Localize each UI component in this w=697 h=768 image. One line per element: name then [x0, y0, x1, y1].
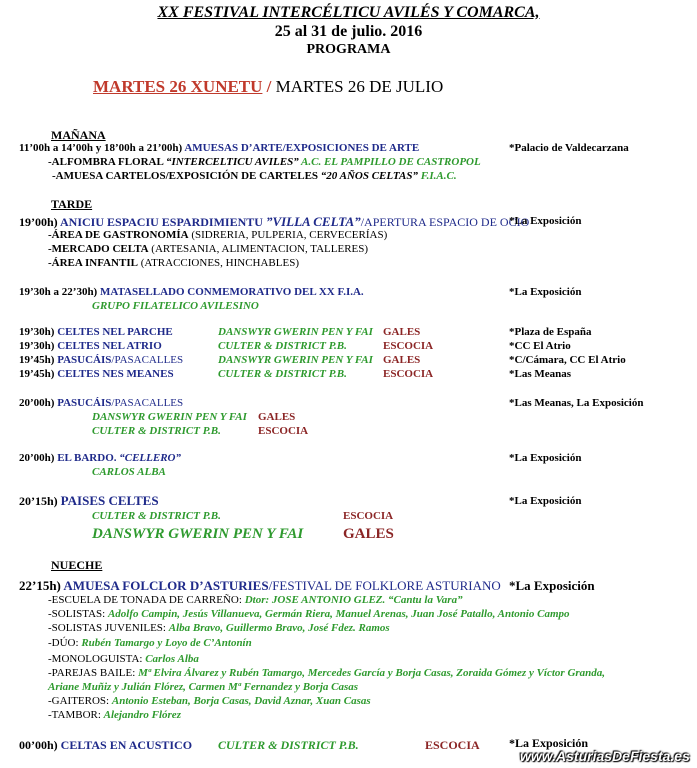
watermark: www.AsturiasDeFiesta.es	[520, 748, 690, 764]
folklore-row: 22’15h) AMUESA FOLCLOR D’ASTURIES/FESTIVAL DE FOLKLORE ASTURIANO	[19, 578, 501, 593]
acustico-row: 00’00h) CELTAS EN ACUSTICO	[19, 738, 193, 752]
day-heading	[93, 77, 443, 97]
bardo-row: 20’00h) EL BARDO. “CELLERO”	[19, 452, 181, 464]
event-place: *La Exposición	[509, 215, 582, 227]
manana-row-2	[48, 156, 481, 168]
festival-title: XX FESTIVAL INTERCÉLTICU AVILÉS Y COMARCA,	[157, 4, 540, 21]
event-title: AMUESAS D’ARTE/EXPOSICIONES DE ARTE	[184, 142, 420, 154]
event-title: MATASELLADO CONMEMORATIVO DEL XX F.I.A.	[99, 286, 364, 298]
event-place: *Plaza de España	[509, 326, 592, 338]
area-item: -MERCADO CELTA (ARTESANIA, ALIMENTACION, TALLERES)	[48, 243, 369, 255]
event-country: GALES	[258, 411, 296, 423]
event-quoted: “INTERCELTICU AVILES”	[165, 156, 299, 168]
event-subtitle: /APERTURA ESPACIO DE OCIO	[360, 215, 530, 229]
event-group: F.I.A.C.	[417, 170, 457, 182]
tarde-heading: TARDE	[51, 197, 93, 211]
area-item: -ÁREA INFANTIL (ATRACCIONES, HINCHABLES)	[48, 257, 299, 269]
event-place: *La Exposición	[509, 452, 582, 464]
paises-row: 20’15h) PAISES CELTES	[19, 493, 159, 508]
event-label: -ALFOMBRA FLORAL	[48, 156, 166, 168]
folk-item: Ariane Muñiz y Julián Flórez, Carmen Mª Fernandez y Borja Casas	[48, 681, 359, 693]
event-group: CULTER & DISTRICT P.B.	[218, 368, 347, 380]
event-group: DANSWYR GWERIN PEN Y FAI	[92, 411, 247, 423]
event-group: A.C. EL PAMPILLO DE CASTROPOL	[298, 156, 481, 168]
event-country: ESCOCIA	[258, 425, 309, 437]
performance-row: 19’45h) PASUCÁIS/PASACALLES	[19, 354, 184, 366]
event-country: ESCOCIA	[383, 340, 434, 352]
event-group: GRUPO FILATELICO AVILESINO	[92, 300, 259, 312]
folk-item: -DÚO: Rubén Tamargo y Loyo de C’Antonín	[48, 637, 252, 649]
event-time: 11’00h a 14’00h y 18’00h a 21’00h)	[19, 142, 185, 154]
performance-row: 19’30h) CELTES NEL PARCHE	[19, 326, 173, 338]
event-place: *La Exposición	[509, 736, 589, 750]
event-place: *C/Cámara, CC El Atrio	[509, 354, 626, 366]
event-label: -AMUESA CARTELOS/EXPOSICIÓN DE CARTELES	[52, 170, 321, 182]
event-country: GALES	[343, 526, 394, 542]
pasacalles-row: 20’00h) PASUCÁIS/PASACALLES	[19, 397, 184, 409]
programa-heading: PROGRAMA	[306, 42, 391, 57]
event-performer: CARLOS ALBA	[92, 466, 166, 478]
event-group: DANSWYR GWERIN PEN Y FAI	[218, 354, 373, 366]
day-separator: /	[262, 77, 276, 96]
event-time: 19’00h)	[19, 215, 61, 229]
event-quoted: “20 AÑOS CELTAS”	[320, 170, 418, 182]
event-country: GALES	[383, 326, 421, 338]
event-place: *Palacio de Valdecarzana	[509, 142, 629, 154]
event-group: DANSWYR GWERIN PEN Y FAI	[92, 526, 304, 542]
event-place: *La Exposición	[509, 578, 595, 593]
event-place: *Las Meanas	[509, 368, 572, 380]
event-country: ESCOCIA	[425, 738, 480, 752]
event-place: *La Exposición	[509, 495, 582, 507]
event-country: GALES	[383, 354, 421, 366]
event-country: ESCOCIA	[383, 368, 434, 380]
event-group: CULTER & DISTRICT P.B.	[218, 340, 347, 352]
matasellado-row	[19, 286, 364, 298]
event-time: 19’30h a 22’30h)	[19, 286, 100, 298]
villa-celta-row	[19, 214, 529, 230]
event-quoted: ”VILLA CELTA”	[265, 214, 361, 229]
event-country: ESCOCIA	[343, 510, 394, 522]
nueche-heading: NUECHE	[51, 558, 103, 572]
folk-item: -SOLISTAS: Adolfo Campin, Jesús Villanueva, Germán Riera, Manuel Arenas, Juan José Patallo, Antonio Campo	[48, 608, 570, 620]
folk-item: -MONOLOGUISTA: Carlos Alba	[48, 653, 199, 665]
manana-row-3	[52, 170, 457, 182]
folk-item: -SOLISTAS JUVENILES: Alba Bravo, Guillermo Bravo, José Fdez. Ramos	[48, 622, 390, 634]
event-place: *CC El Atrio	[509, 340, 571, 352]
manana-row-1	[19, 142, 419, 154]
performance-row: 19’30h) CELTES NEL ATRIO	[19, 340, 162, 352]
performance-row: 19’45h) CELTES NES MEANES	[19, 368, 174, 380]
folk-item: -GAITEROS: Antonio Esteban, Borja Casas, David Aznar, Xuan Casas	[48, 695, 371, 707]
event-group: CULTER & DISTRICT P.B.	[92, 510, 221, 522]
event-group: CULTER & DISTRICT P.B.	[92, 425, 221, 437]
manana-heading: MAÑANA	[51, 128, 106, 142]
festival-dates: 25 al 31 de julio. 2016	[274, 23, 423, 40]
event-place: *La Exposición	[509, 286, 582, 298]
day-heading-asturian: MARTES 26 XUNETU	[93, 77, 263, 96]
event-place: *Las Meanas, La Exposición	[509, 397, 644, 409]
folk-item: -TAMBOR: Alejandro Flórez	[48, 709, 181, 721]
folk-item: -PAREJAS BAILE: Mª Elvira Álvarez y Rubén Tamargo, Mercedes García y Borja Casas, Zoraida Gómez y Víctor Granda,	[48, 667, 606, 679]
event-title: ANICIU ESPACIU ESPARDIMIENTU	[60, 215, 266, 229]
folk-item: -ESCUELA DE TONADA DE CARREÑO: Dtor: JOSE ANTONIO GLEZ. “Cantu la Vara”	[48, 594, 463, 606]
event-group: CULTER & DISTRICT P.B.	[218, 738, 359, 752]
event-group: DANSWYR GWERIN PEN Y FAI	[218, 326, 373, 338]
area-item: -ÁREA DE GASTRONOMÍA (SIDRERIA, PULPERIA, CERVECERÍAS)	[48, 229, 388, 241]
day-heading-spanish: MARTES 26 DE JULIO	[275, 77, 444, 96]
